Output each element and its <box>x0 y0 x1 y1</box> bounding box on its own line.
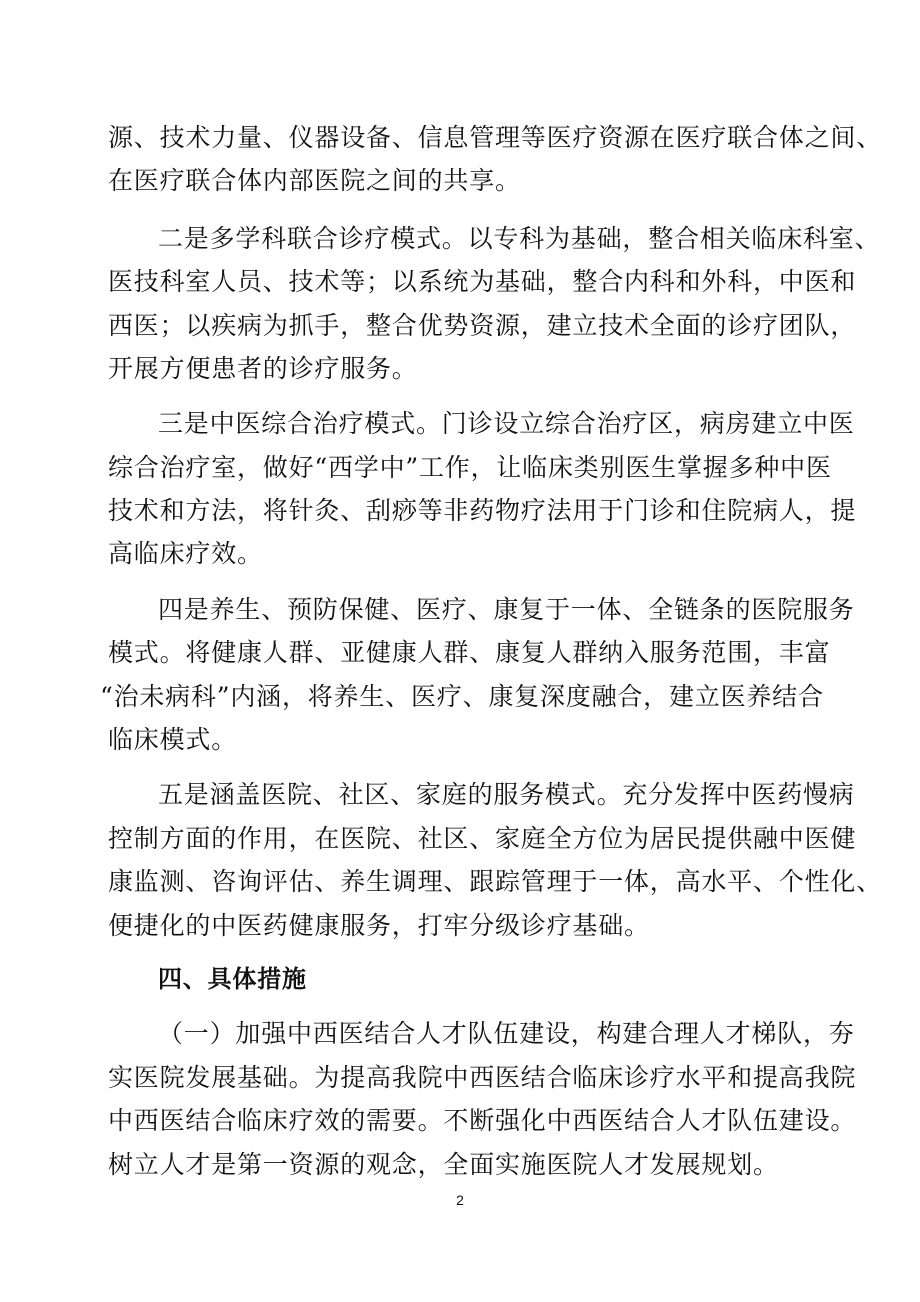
text-line: 康监测、咨询评估、养生调理、跟踪管理于一体，高水平、个性化、 <box>108 867 883 896</box>
text-line: 西医；以疾病为抓手，整合优势资源，建立技术全面的诊疗团队， <box>108 311 857 340</box>
text-line: “治未病科”内涵，将养生、医疗、康复深度融合，建立医养结合 <box>100 682 824 711</box>
paragraph-start: 四是养生、预防保健、医疗、康复于一体、全链条的医院服务 <box>158 595 855 624</box>
text-line: 开展方便患者的诊疗服务。 <box>108 354 418 383</box>
text-line: 中西医结合临床疗效的需要。不断强化中西医结合人才队伍建设。 <box>108 1106 857 1135</box>
section-heading: 四、具体措施 <box>158 965 307 993</box>
text-line: 模式。将健康人群、亚健康人群、康复人群纳入服务范围，丰富 <box>108 638 831 667</box>
text-line: 医技科室人员、技术等；以系统为基础，整合内科和外科，中医和 <box>108 267 857 296</box>
text-line: 在医疗联合体内部医院之间的共享。 <box>108 166 521 195</box>
page-number: 2 <box>456 1192 464 1208</box>
paragraph-start: 二是多学科联合诊疗模式。以专科为基础，整合相关临床科室、 <box>158 224 881 253</box>
text-line: 树立人才是第一资源的观念，全面实施医院人才发展规划。 <box>108 1150 779 1179</box>
paragraph-start: 五是涵盖医院、社区、家庭的服务模式。充分发挥中医药慢病 <box>158 780 855 809</box>
text-line: 高临床疗效。 <box>108 539 263 568</box>
text-line: 源、技术力量、仪器设备、信息管理等医疗资源在医疗联合体之间、 <box>108 123 883 152</box>
text-line: 技术和方法，将针灸、刮痧等非药物疗法用于门诊和住院病人，提 <box>108 496 857 525</box>
text-line: 综合治疗室，做好“西学中”工作，让临床类别医生掌握多种中医 <box>108 453 832 482</box>
text-line: 控制方面的作用，在医院、社区、家庭全方位为居民提供融中医健 <box>108 824 857 853</box>
text-line: 实医院发展基础。为提高我院中西医结合临床诊疗水平和提高我院 <box>108 1063 857 1092</box>
paragraph-start: （一）加强中西医结合人才队伍建设，构建合理人才梯队，夯 <box>158 1019 855 1048</box>
paragraph-start: 三是中医综合治疗模式。门诊设立综合治疗区，病房建立中医 <box>158 409 855 438</box>
text-line: 临床模式。 <box>108 725 238 754</box>
text-line: 便捷化的中医药健康服务，打牢分级诊疗基础。 <box>108 911 650 940</box>
